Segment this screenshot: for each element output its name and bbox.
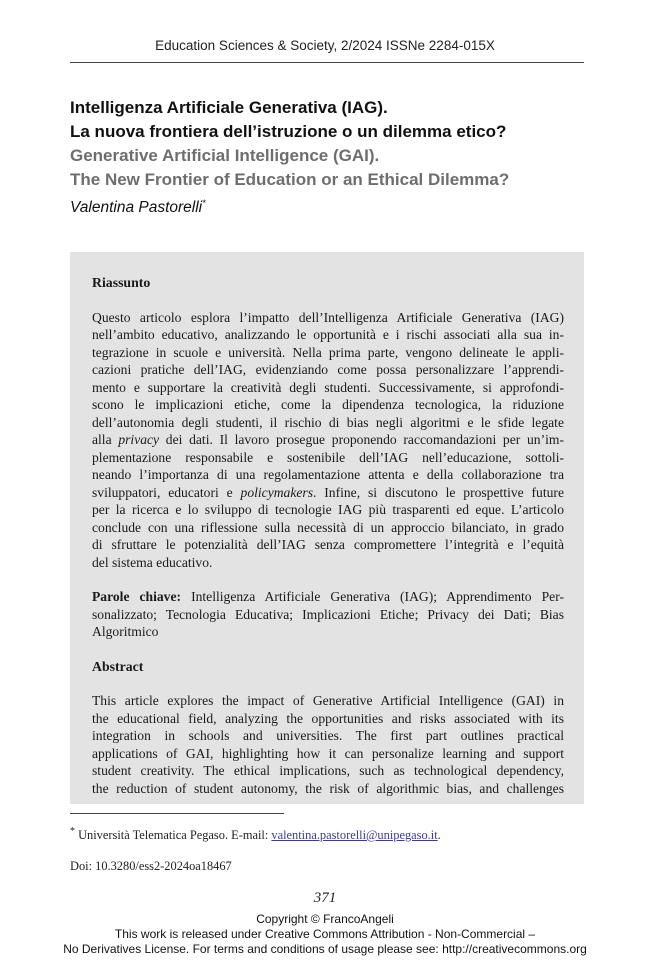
footnote: * Università Telematica Pegaso. E-mail: valentina.pastorelli@unipegaso.it. <box>70 826 441 843</box>
abstract-line: the reduction of student autonomy, the risk of algorithmic bias, and challenges <box>92 780 564 796</box>
riassunto-line: scono le implicazioni etiche, come la dipendenza tecnologica, la riduzione <box>92 397 564 412</box>
copyright-line: Copyright © FrancoAngeli <box>256 912 394 926</box>
riassunto-line: alla privacy dei dati. Il lavoro prosegue proponendo raccomandazioni per un’im- <box>92 432 564 447</box>
riassunto-text <box>92 309 564 572</box>
author-email-link[interactable]: valentina.pastorelli@unipegaso.it <box>271 828 438 843</box>
abstract-line: integration in schools and universities. The first part outlines practical <box>92 728 564 743</box>
abstract-line: This article explores the impact of Generative Artificial Intelligence (GAI) in <box>92 693 564 708</box>
keywords <box>92 588 564 641</box>
riassunto-line: nell’ambito educativo, analizzando le opportunità e i rischi associati alla sua in- <box>92 327 564 342</box>
riassunto-line: mento e supportare la creatività degli studenti. Successivamente, si approfondi- <box>92 379 564 395</box>
title-it-line1: Intelligenza Artificiale Generativa (IAG). <box>70 98 388 117</box>
abstract-heading: Abstract <box>92 658 144 674</box>
license-line: This work is released under Creative Commons Attribution - Non-Commercial – <box>114 927 536 941</box>
author-name <box>70 192 590 219</box>
abstract-box <box>70 252 584 804</box>
footnote-mark: * <box>70 826 75 837</box>
riassunto-line: plementazione responsabile e sostenibile dell’IAG nell’educazione, sottoli- <box>92 449 564 465</box>
license-line: No Derivatives License. For terms and conditions of usage please see: http://creativecommons.org <box>63 942 587 956</box>
abstract-text <box>92 692 564 797</box>
riassunto-heading: Riassunto <box>92 275 151 290</box>
riassunto-line: cazioni pratiche dell’IAG, evidenziando come possa personalizzare l’apprendi- <box>92 362 564 377</box>
keywords-line: Algoritmico <box>92 624 159 639</box>
author-text: Valentina Pastorelli <box>70 199 203 217</box>
doi: Doi: 10.3280/ess2-2024oa18467 <box>70 859 232 873</box>
header-rule <box>70 62 584 63</box>
riassunto-line: di sfruttare le potenzialità dell’IAG senza compromettere l’integrità e l’equità <box>92 537 564 552</box>
keywords-label: Parole chiave: <box>92 589 182 604</box>
keywords-line: sonalizzato; Tecnologia Educativa; Implicazioni Etiche; Privacy dei Dati; Bias <box>92 606 564 622</box>
title-it-line2: La nuova frontiera dell’istruzione o un dilemma etico? <box>70 122 507 141</box>
page-number: 371 <box>313 890 337 906</box>
riassunto-line: sviluppatori, educatori e policymakers. Infine, si discutono le prospettive future <box>92 484 564 500</box>
riassunto-line: dell’autonomia degli studenti, il rischio di bias negli algoritmi e le sfide legate <box>92 414 564 430</box>
title-en-line2: The New Frontier of Education or an Ethical Dilemma? <box>70 170 510 189</box>
journal-header: Education Sciences & Society, 2/2024 ISSNe 2284-015X <box>155 38 495 53</box>
abstract-line: applications of GAI, highlighting how it can personalize learning and support <box>92 745 564 761</box>
riassunto-line: del sistema educativo. <box>92 554 213 570</box>
author-footnote-mark: * <box>202 198 206 208</box>
riassunto-line: conclude con una riflessione sulla necessità di un approccio bilanciato, in grado <box>92 519 564 535</box>
title-en-line1: Generative Artificial Intelligence (GAI). <box>70 146 380 165</box>
abstract-line: the educational field, analyzing the opportunities and risks associated with its <box>92 710 564 726</box>
riassunto-line: neando l’importanza di una regolamentazione attenta e della collaborazione tra <box>92 467 564 482</box>
riassunto-line: tegrazione in scuole e università. Nella prima parte, vengono delineate le appli- <box>92 344 564 360</box>
abstract-line: student creativity. The ethical implications, such as technological dependency, <box>92 763 564 778</box>
footnote-text: Università Telematica Pegaso. E-mail: <box>75 828 272 843</box>
license-notice <box>0 912 650 957</box>
title-block <box>70 96 590 219</box>
keywords-line: Parole chiave: Intelligenza Artificiale Generativa (IAG); Apprendimento Per- <box>92 589 564 604</box>
footnote-rule <box>70 813 284 814</box>
riassunto-line: per la ricerca e lo sviluppo di tecnologie IAG più trasparenti ed eque. L’articolo <box>92 502 564 517</box>
riassunto-line: Questo articolo esplora l’impatto dell’Intelligenza Artificiale Generativa (IAG) <box>92 309 564 325</box>
